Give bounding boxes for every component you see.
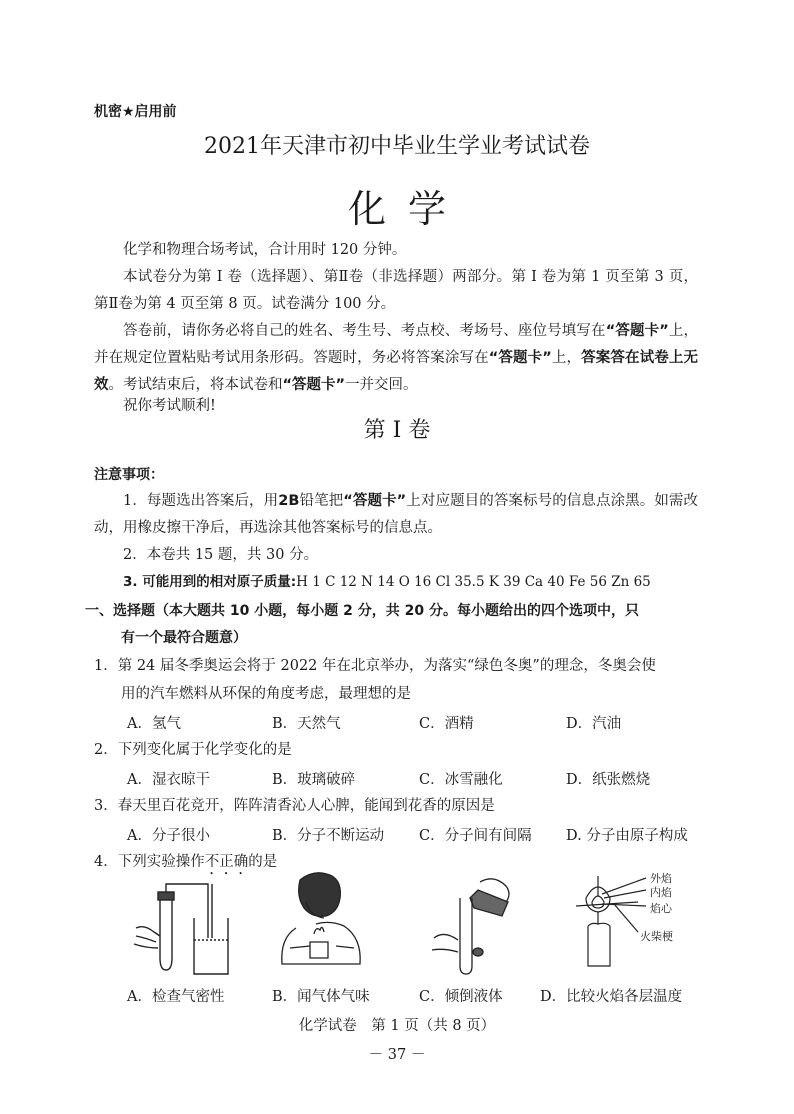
inner-flame-label: 内焰 — [650, 886, 672, 899]
intro-card-text-4: 。考试结束后，将本试卷和 — [108, 377, 283, 393]
card-term: “答题卡” — [282, 377, 346, 393]
intro-card-text-5: 一并交回。 — [345, 377, 418, 393]
notice-item-2: 2．本卷共 15 题，共 30 分。 — [123, 547, 319, 563]
volume-title: 第 I 卷 — [363, 418, 431, 443]
q1-option-c[interactable]: C．酒精 — [419, 716, 474, 732]
q1-option-d[interactable]: D．汽油 — [566, 716, 622, 732]
q3-option-c[interactable]: C．分子间有间隔 — [419, 828, 532, 844]
intro-card-text-1: 答卷前，请你务必将自己的姓名、考生号、考点校、考场号、座位号填写在 — [123, 323, 606, 339]
section-heading: 一、选择题（本大题共 10 小题，每小题 2 分，共 20 分。每小题给出的四个选项中，只 — [85, 603, 639, 619]
notice-item-1 — [94, 488, 698, 542]
q4-option-c[interactable]: C．倾倒液体 — [419, 989, 503, 1005]
q2-option-d[interactable]: D．纸张燃烧 — [566, 772, 651, 788]
notice-item-1-text: 上对应题目的答案标号的信息点涂黑。如需改动，用橡皮擦干净后，再选涂其他答案标号的信息点。 — [94, 493, 699, 536]
airtightness-illustration — [122, 878, 232, 978]
confidential-label: 机密★启用前 — [94, 104, 177, 120]
page-footer: 化学试卷 第 1 页（共 8 页） — [298, 1018, 496, 1034]
q3-option-a[interactable]: A．分子很小 — [127, 828, 210, 844]
answer-invalid-note: 答案答在试卷上无效 — [94, 350, 699, 393]
page-number: － 37 － — [368, 1047, 426, 1063]
smell-gas-illustration — [270, 868, 370, 980]
pour-liquid-illustration — [420, 868, 520, 978]
match-label: 火柴梗 — [640, 930, 673, 943]
intro-wish: 祝你考试顺利! — [123, 398, 216, 414]
q4-option-d[interactable]: D．比较火焰各层温度 — [540, 989, 683, 1005]
q3-option-b[interactable]: B．分子不断运动 — [272, 828, 385, 844]
q2-option-b[interactable]: B．玻璃破碎 — [272, 772, 356, 788]
outer-flame-label: 外焰 — [650, 872, 672, 885]
q1-option-a[interactable]: A．氢气 — [127, 716, 181, 732]
q4-stem-c: 的是 — [248, 854, 278, 870]
notice-item-1-text: 1．每题选出答案后，用 — [123, 493, 279, 509]
notice-item-3 — [94, 569, 698, 596]
pencil-grade: 2B — [278, 493, 300, 509]
q4-emphasis: 不正确 — [204, 854, 249, 870]
card-term: “答题卡” — [605, 323, 669, 339]
question-3-stem: 3．春天里百花竞开，阵阵清香沁人心脾，能闻到花香的原因是 — [94, 798, 495, 814]
q2-option-a[interactable]: A．湿衣晾干 — [127, 772, 210, 788]
notice-heading: 注意事项： — [94, 467, 164, 483]
q2-option-c[interactable]: C．冰雪融化 — [419, 772, 503, 788]
question-2-stem: 2．下列变化属于化学变化的是 — [94, 742, 292, 758]
question-1-stem: 1．第 24 届冬季奥运会将于 2022 年在北京举办，为落实“绿色冬奥”的理念，冬奥会使 — [94, 658, 656, 674]
intro-structure: 本试卷分为第 I 卷（选择题）、第Ⅱ卷（非选择题）两部分。第 I 卷为第 1 页至第 3 页，第Ⅱ卷为第 4 页至第 8 页。试卷满分 100 分。 — [94, 269, 698, 312]
subject-title: 化学 — [347, 187, 468, 231]
atomic-mass-label: 3. 可能用到的相对原子质量: — [123, 574, 297, 590]
intro-card — [94, 318, 698, 399]
intro-time: 化学和物理合场考试，合计用时 120 分钟。 — [123, 242, 407, 258]
flame-core-label: 焰心 — [650, 902, 672, 915]
q3-option-d[interactable]: D. 分子由原子构成 — [566, 828, 688, 844]
card-term: “答题卡” — [343, 493, 407, 509]
q4-option-a[interactable]: A．检查气密性 — [127, 989, 225, 1005]
atomic-mass-values: H 1 C 12 N 14 O 16 Cl 35.5 K 39 Ca 40 Fe 56 Zn 65 — [296, 574, 651, 590]
q1-option-b[interactable]: B．天然气 — [272, 716, 341, 732]
intro-card-text-3: 上， — [551, 350, 582, 366]
card-term: “答题卡” — [488, 350, 552, 366]
flame-temperature-illustration — [568, 866, 698, 976]
exam-title: 2021年天津市初中毕业生学业考试试卷 — [204, 134, 590, 159]
intro-card-text-2: 上，并在规定位置粘贴考试用条形码。答题时，务必将答案涂写在 — [94, 323, 699, 366]
q4-option-b[interactable]: B．闻气体气味 — [272, 989, 370, 1005]
notice-item-1-text: 铅笔把 — [299, 493, 344, 509]
question-1-stem-cont: 用的汽车燃料从环保的角度考虑，最理想的是 — [121, 686, 411, 702]
q4-stem-a: 4．下列实验操作 — [94, 854, 205, 870]
section-heading-cont: 有一个最符合题意） — [121, 630, 247, 646]
